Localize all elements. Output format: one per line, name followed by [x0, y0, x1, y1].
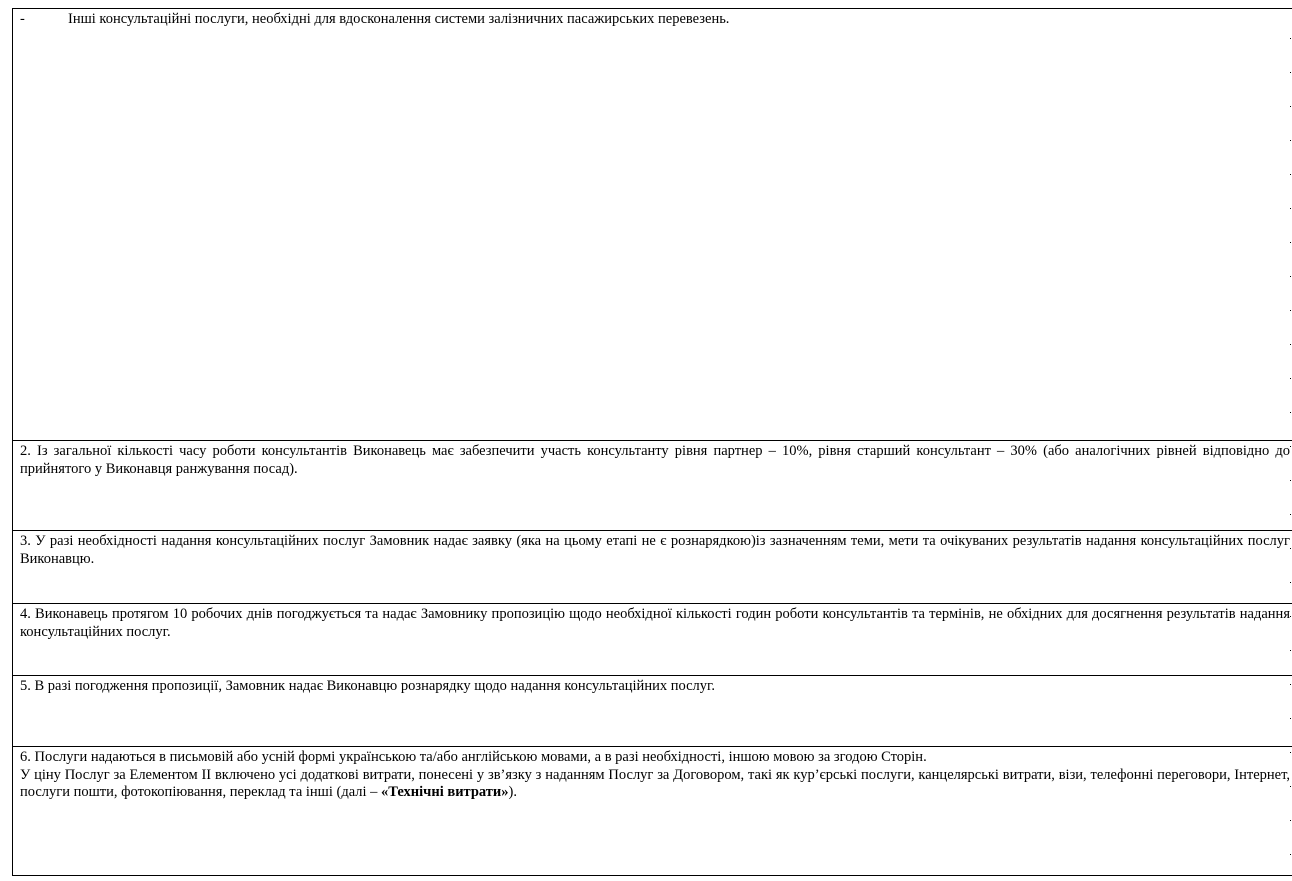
table-cell [13, 441, 1292, 531]
table-cell [13, 676, 1292, 747]
edge-mark [1290, 684, 1291, 685]
table-cell [13, 747, 1292, 876]
edge-mark [1290, 548, 1291, 549]
edge-mark [1290, 310, 1291, 311]
table-row [13, 441, 1292, 531]
edge-mark [1290, 242, 1291, 243]
bullet-dash: - [20, 11, 25, 27]
edge-mark [1290, 854, 1291, 855]
edge-mark [1290, 820, 1291, 821]
document-table [12, 8, 1292, 876]
table-row [13, 531, 1292, 604]
edge-mark [1290, 412, 1291, 413]
edge-mark [1290, 140, 1291, 141]
edge-mark [1290, 276, 1291, 277]
row-text: 6. Послуги надаються в письмовій або усній формі українською та/або англійською мовами, а в разі необхідності, іншою мовою за згодою Сторін. [20, 749, 927, 765]
edge-mark [1290, 752, 1291, 753]
edge-mark [1290, 480, 1291, 481]
edge-mark [1290, 650, 1291, 651]
table-cell [13, 531, 1292, 604]
row-text: 5. В разі погодження пропозиції, Замовник надає Виконавцю рознарядку щодо надання консультаційних послуг. [20, 678, 715, 694]
edge-mark [1290, 378, 1291, 379]
edge-mark [1290, 786, 1291, 787]
text-span: У ціну Послуг за Елементом ІІ включено усі додаткові витрати, понесені у зв’язку з наданням Послуг за Договором, такі як кур’єрські послуги, канцелярські витрати, візи, телефонні переговори, Інтернет, послуги пошти, фотокопіювання, переклад та інші (далі – [20, 766, 1290, 800]
row-text: Інші консультаційні послуги, необхідні для вдосконалення системи залізничних пасажирських перевезень. [68, 11, 730, 27]
edge-mark [1290, 718, 1291, 719]
edge-mark [1290, 344, 1291, 345]
edge-mark [1290, 616, 1291, 617]
edge-mark [1290, 514, 1291, 515]
bold-term: «Технічні витрати» [381, 784, 509, 800]
row-text: 3. У разі необхідності надання консультаційних послуг Замовник надає заявку (яка на цьому етапі не є рознарядкою)із зазначенням теми, мети та очікуваних результатів надання консультаційних послуг Виконавцю. [20, 533, 1290, 567]
table-row [13, 676, 1292, 747]
table-row [13, 9, 1292, 441]
table-row [13, 604, 1292, 676]
edge-mark [1290, 446, 1291, 447]
edge-mark [1290, 174, 1291, 175]
row-text [20, 767, 1290, 802]
row-text: 2. Із загальної кількості часу роботи консультантів Виконавець має забезпечити участь консультанту рівня партнер – 10%, рівня старший консультант – 30% (або аналогічних рівней відповідно до прийнятого у Виконавця ранжування посад). [20, 443, 1290, 477]
row-text: 4. Виконавець протягом 10 робочих днів погоджується та надає Замовнику пропозицію щодо необхідної кількості годин роботи консультантів та термінів, не обхідних для досягнення результатів надання консультаційних послуг. [20, 606, 1290, 640]
table-cell [13, 604, 1292, 676]
edge-mark [1290, 72, 1291, 73]
edge-mark [1290, 582, 1291, 583]
edge-mark [1290, 38, 1291, 39]
edge-mark [1290, 208, 1291, 209]
text-span: ). [508, 784, 517, 800]
table-cell [13, 9, 1292, 441]
edge-mark [1290, 106, 1291, 107]
table-row [13, 747, 1292, 876]
